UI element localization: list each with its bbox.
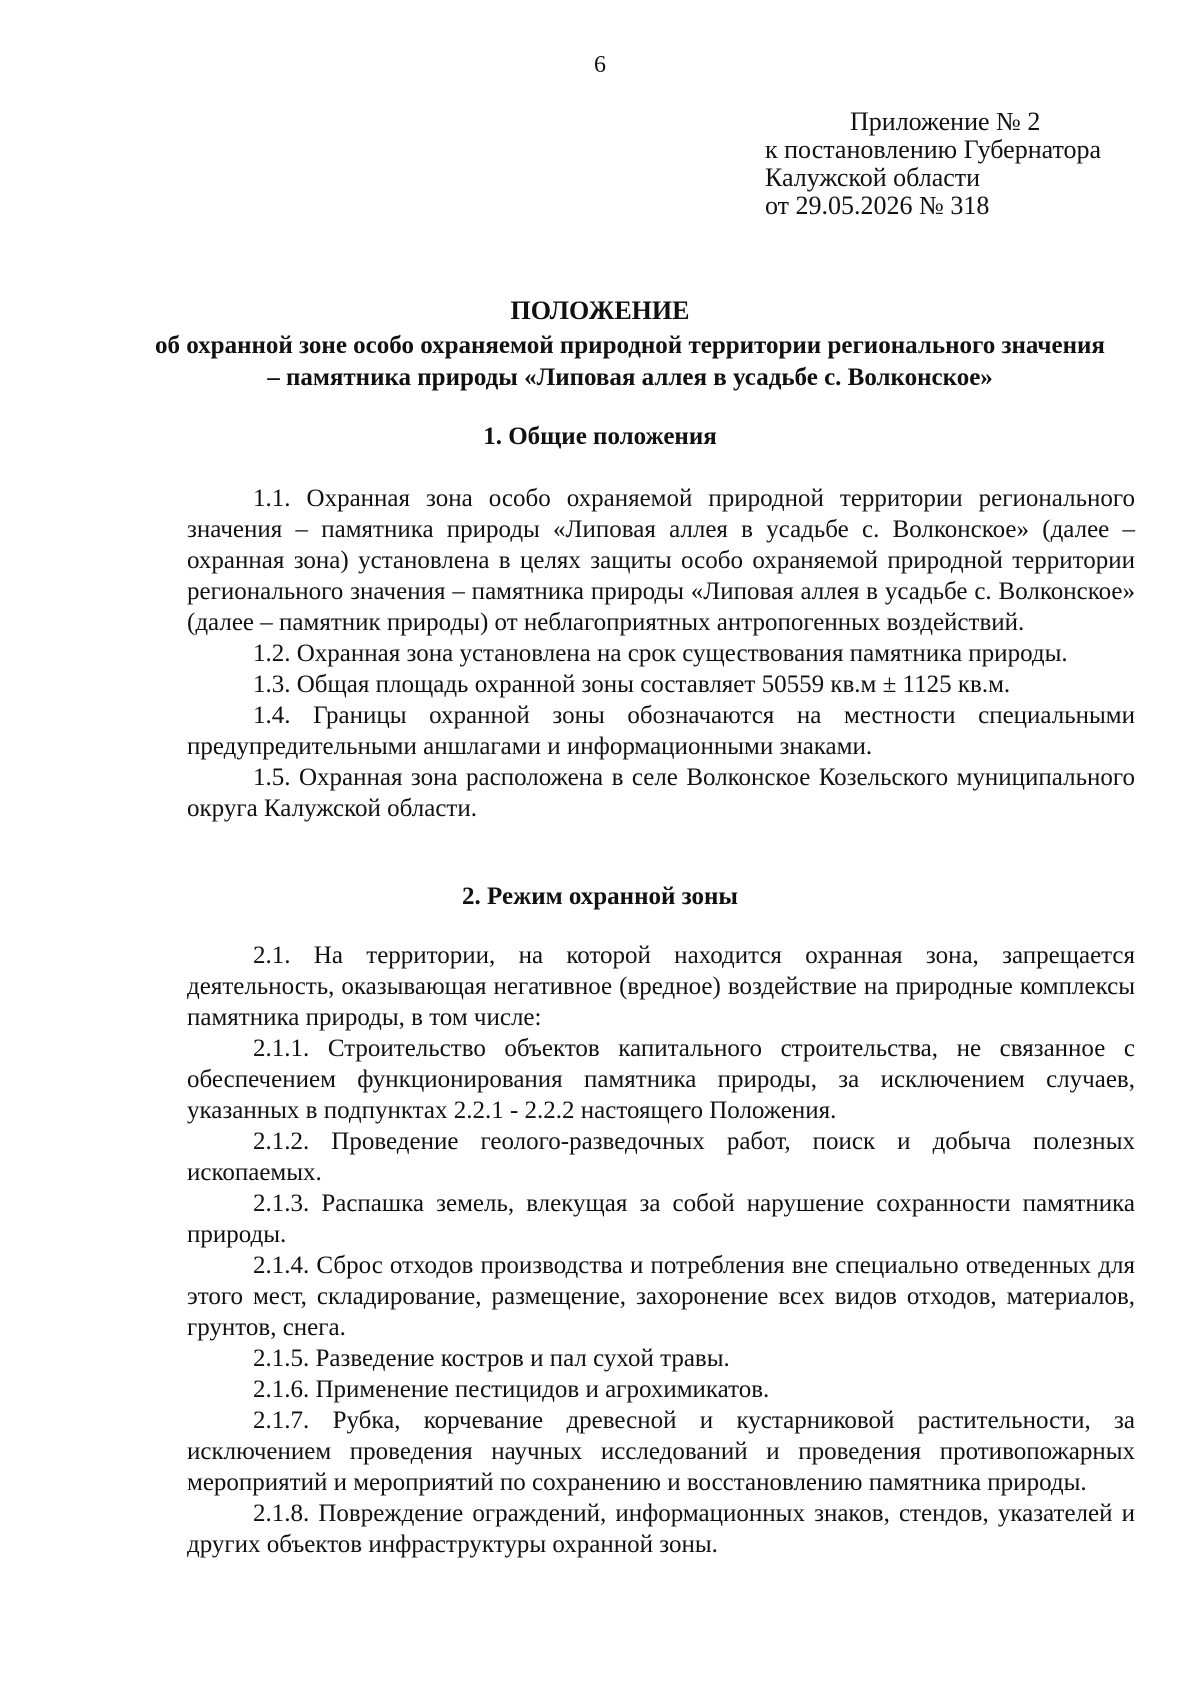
appendix-line: от 29.05.2026 № 318 — [765, 191, 990, 220]
paragraph-1-3: 1.3. Общая площадь охранной зоны составляет 50559 кв.м ± 1125 кв.м. — [253, 671, 1011, 698]
section-regime-body — [187, 940, 1135, 1560]
paragraph-2-1-1: 2.1.1. Строительство объектов капитального строительства, не связанное с обеспечением функционирования памятника природы, за исключением случаев, указанных в подпунктах 2.2.1 - 2.2.2 настоящего Положения. — [187, 1035, 1135, 1124]
paragraph-1-4: 1.4. Границы охранной зоны обозначаются на местности специальными предупредительными аншлагами и информационными знаками. — [187, 702, 1135, 760]
section-general-body — [187, 483, 1135, 824]
appendix-line: Приложение № 2 — [850, 107, 1041, 136]
paragraph-1-5: 1.5. Охранная зона расположена в селе Волконское Козельского муниципального округа Калужской области. — [187, 764, 1135, 822]
paragraph-2-1-4: 2.1.4. Сброс отходов производства и потребления вне специально отведенных для этого мест, складирование, размещение, захоронение всех видов отходов, материалов, грунтов, снега. — [187, 1252, 1135, 1341]
appendix-line: к постановлению Губернатора — [765, 135, 1102, 164]
appendix-block — [765, 108, 1101, 220]
page-number: 6 — [594, 52, 606, 78]
document-subtitle: об охранной зоне особо охраняемой природной территории регионального значения – памятника природы «Липовая аллея в усадьбе с. Волконское» — [155, 332, 1105, 391]
paragraph-1-2: 1.2. Охранная зона установлена на срок существования памятника природы. — [253, 640, 1068, 667]
paragraph-2-1-3: 2.1.3. Распашка земель, влекущая за собой нарушение сохранности памятника природы. — [187, 1190, 1135, 1248]
paragraph-2-1-7: 2.1.7. Рубка, корчевание древесной и кустарниковой растительности, за исключением проведения научных исследований и проведения противопожарных мероприятий и мероприятий по сохранению и восстановлению памятника природы. — [187, 1407, 1135, 1496]
appendix-line: Калужской области — [765, 163, 981, 192]
document-title: ПОЛОЖЕНИЕ — [510, 296, 690, 325]
paragraph-2-1-5: 2.1.5. Разведение костров и пал сухой травы. — [253, 1345, 730, 1372]
paragraph-2-1-6: 2.1.6. Применение пестицидов и агрохимикатов. — [253, 1376, 770, 1403]
paragraph-1-1: 1.1. Охранная зона особо охраняемой природной территории регионального значения – памятника природы «Липовая аллея в усадьбе с. Волконское» (далее – охранная зона) установлена в целях защиты особо охраняемой природной территории регионального значения – памятника природы «Липовая аллея в усадьбе с. Волконское» (далее – памятник природы) от неблагоприятных антропогенных воздействий. — [187, 485, 1135, 636]
section-heading-regime: 2. Режим охранной зоны — [462, 883, 738, 910]
paragraph-2-1-2: 2.1.2. Проведение геолого-разведочных работ, поиск и добыча полезных ископаемых. — [187, 1128, 1135, 1186]
paragraph-2-1: 2.1. На территории, на которой находится охранная зона, запрещается деятельность, оказывающая негативное (вредное) воздействие на природные комплексы памятника природы, в том числе: — [187, 942, 1135, 1031]
section-heading-general: 1. Общие положения — [483, 423, 717, 450]
paragraph-2-1-8: 2.1.8. Повреждение ограждений, информационных знаков, стендов, указателей и других объектов инфраструктуры охранной зоны. — [187, 1500, 1135, 1558]
